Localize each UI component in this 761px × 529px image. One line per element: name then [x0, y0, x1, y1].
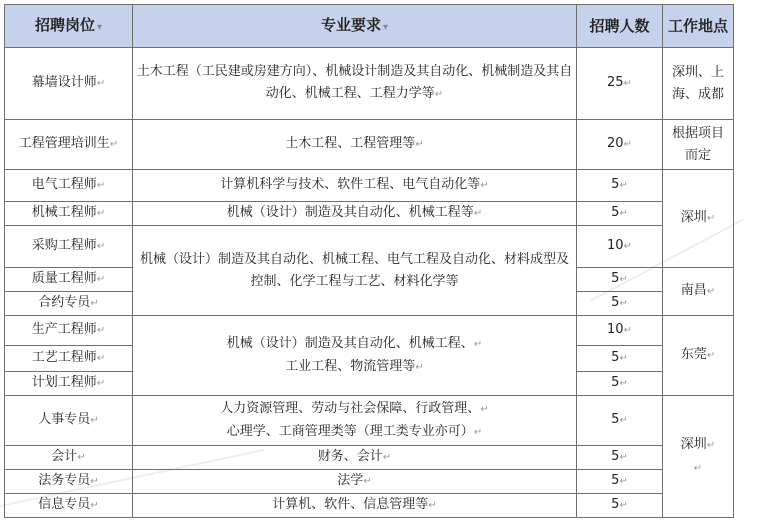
- header-position: 招聘岗位 ▾: [5, 5, 133, 48]
- position-cell: 生产工程师↵: [5, 316, 133, 346]
- requirement-cell: 人力资源管理、劳动与社会保障、行政管理、↵ 心理学、工商管理类等（理工类专业亦可）↵: [133, 396, 577, 446]
- position-cell: 电气工程师↵: [5, 170, 133, 202]
- requirement-cell: 财务、会计↵: [133, 446, 577, 470]
- table-row: [5, 120, 734, 170]
- location-cell: 深圳↵ ↵: [663, 396, 734, 518]
- count-cell: 5↵: [577, 292, 663, 316]
- location-cell: 深圳↵: [663, 170, 734, 268]
- count-cell: 5↵: [577, 396, 663, 446]
- position-cell: 人事专员↵: [5, 396, 133, 446]
- requirement-cell: 计算机、软件、信息管理等↵: [133, 494, 577, 518]
- requirement-cell: 计算机科学与技术、软件工程、电气自动化等↵: [133, 170, 577, 202]
- header-count: 招聘人数: [577, 5, 663, 48]
- count-cell: 20↵: [577, 120, 663, 170]
- count-cell: 5↵: [577, 494, 663, 518]
- count-cell: 5↵: [577, 372, 663, 396]
- count-cell: 10↵: [577, 226, 663, 268]
- table-row: [5, 494, 734, 518]
- table-row: [5, 316, 734, 346]
- table-row: [5, 470, 734, 494]
- position-cell: 工艺工程师↵: [5, 346, 133, 372]
- position-cell: 采购工程师↵: [5, 226, 133, 268]
- position-cell: 工程管理培训生↵: [5, 120, 133, 170]
- header-requirement: 专业要求 ▾: [133, 5, 577, 48]
- position-cell: 会计↵: [5, 446, 133, 470]
- requirement-cell: 土木工程（工民建或房建方向）、机械设计制造及其自动化、机械制造及其自动化、机械工程、工程力学等↵: [133, 48, 577, 120]
- recruitment-table: [4, 4, 734, 518]
- table-header-row: [5, 5, 734, 48]
- count-cell: 10↵: [577, 316, 663, 346]
- position-cell: 合约专员↵: [5, 292, 133, 316]
- location-cell: 深圳、上海、成都: [663, 48, 734, 120]
- count-cell: 5↵: [577, 170, 663, 202]
- requirement-cell: 土木工程、工程管理等↵: [133, 120, 577, 170]
- requirement-cell: 法学↵: [133, 470, 577, 494]
- sort-icon: ▾: [382, 21, 389, 33]
- position-cell: 幕墙设计师↵: [5, 48, 133, 120]
- position-cell: 机械工程师↵: [5, 202, 133, 226]
- count-cell: 5↵: [577, 446, 663, 470]
- count-cell: 5↵: [577, 202, 663, 226]
- position-cell: 质量工程师↵: [5, 268, 133, 292]
- table-row: [5, 170, 734, 202]
- requirement-cell: 机械（设计）制造及其自动化、机械工程、↵ 工业工程、物流管理等↵: [133, 316, 577, 396]
- location-cell: 东莞↵: [663, 316, 734, 396]
- position-cell: 信息专员↵: [5, 494, 133, 518]
- count-cell: 25↵: [577, 48, 663, 120]
- header-location: 工作地点: [663, 5, 734, 48]
- table-row: [5, 396, 734, 446]
- count-cell: 5↵: [577, 268, 663, 292]
- requirement-cell: 机械（设计）制造及其自动化、机械工程等↵: [133, 202, 577, 226]
- count-cell: 5↵: [577, 470, 663, 494]
- position-cell: 法务专员↵: [5, 470, 133, 494]
- requirement-cell: 机械（设计）制造及其自动化、机械工程、电气工程及自动化、材料成型及控制、化学工程与工艺、材料化学等: [133, 226, 577, 316]
- location-cell: 南昌↵: [663, 268, 734, 316]
- table-row: [5, 226, 734, 268]
- count-cell: 5↵: [577, 346, 663, 372]
- sort-icon: ▾: [96, 21, 103, 33]
- table-row: [5, 48, 734, 120]
- table-row: [5, 202, 734, 226]
- table-row: [5, 446, 734, 470]
- location-cell: 根据项目而定: [663, 120, 734, 170]
- position-cell: 计划工程师↵: [5, 372, 133, 396]
